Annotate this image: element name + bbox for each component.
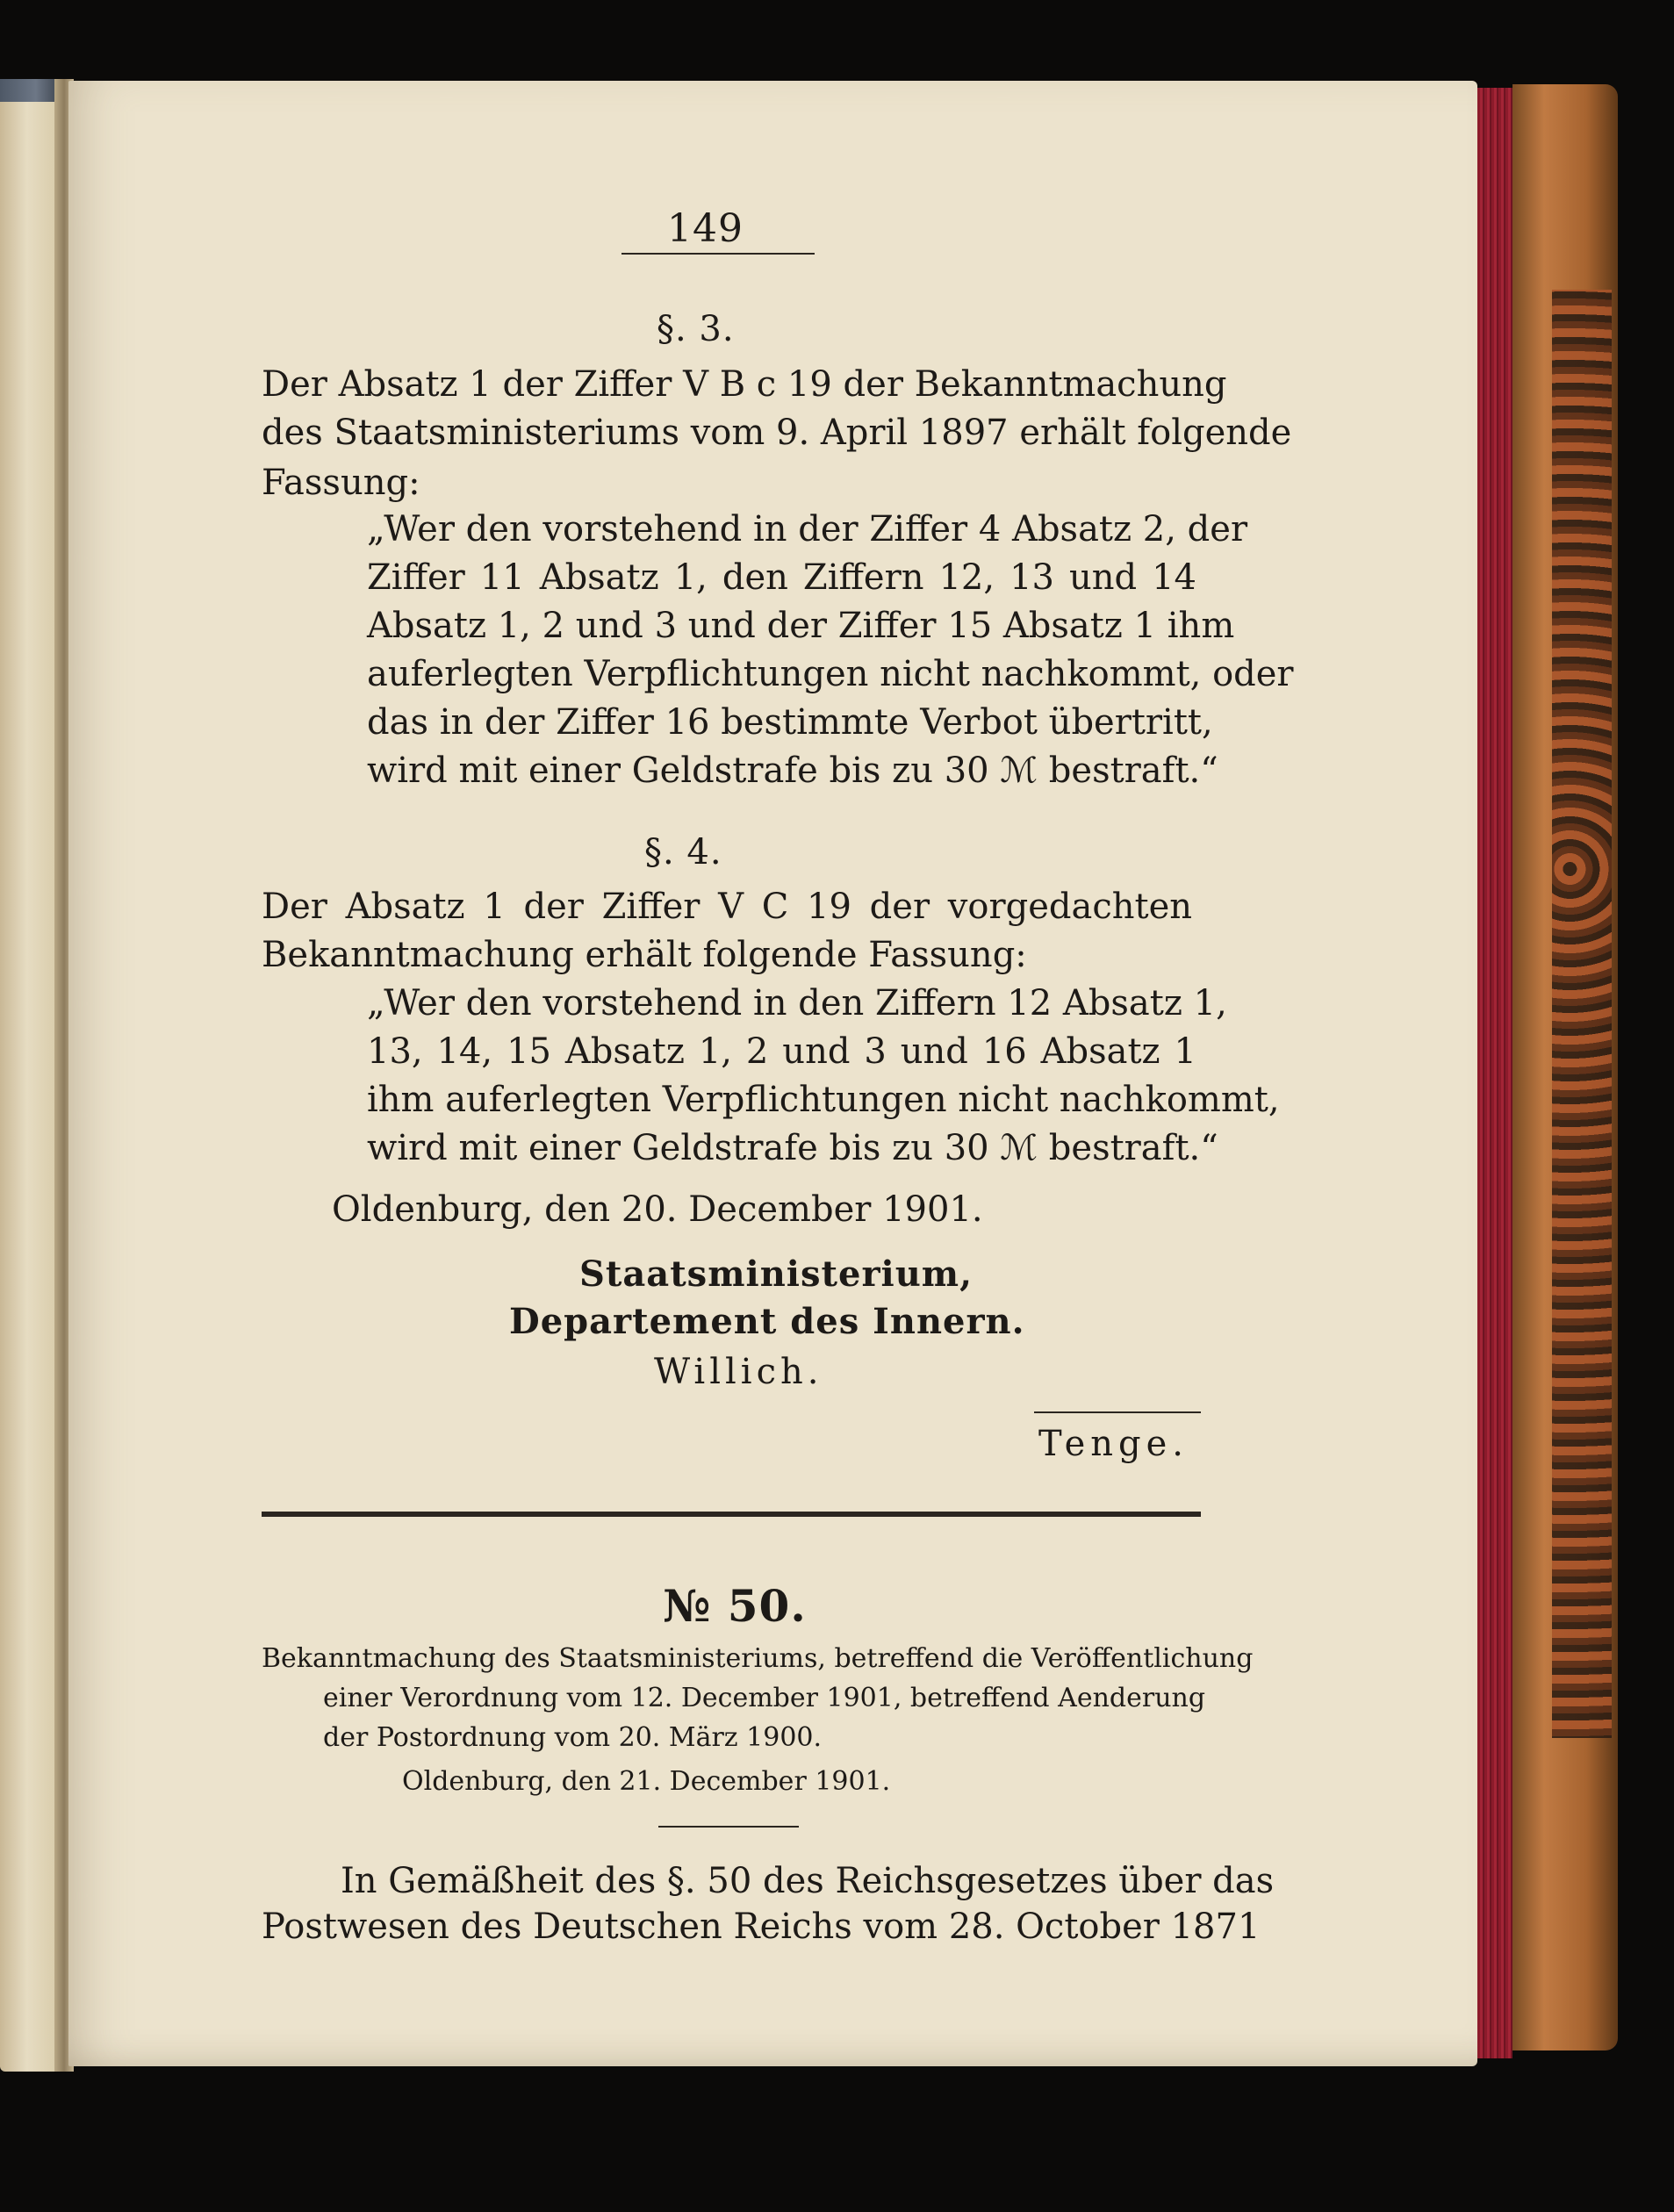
notice-body-line-1: In Gemäßheit des §. 50 des Reichsgesetzes über das bbox=[341, 1861, 1275, 1901]
section4-heading: §. 4. bbox=[644, 832, 722, 873]
notice-heading-line-1: Bekanntmachung des Staatsministeriums, betreffend die Veröffentlichung bbox=[262, 1643, 1254, 1674]
place-date: Oldenburg, den 20. December 1901. bbox=[332, 1189, 983, 1230]
left-binding bbox=[0, 79, 60, 102]
notice-number: № 50. bbox=[663, 1580, 807, 1632]
section3-quote-line-1: „Wer den vorstehend in der Ziffer 4 Absatz 2, der bbox=[367, 509, 1248, 549]
page-number: 149 bbox=[667, 206, 744, 251]
red-page-edges bbox=[1477, 88, 1512, 2058]
section3-quote-line-3: Absatz 1, 2 und 3 und der Ziffer 15 Absatz 1 ihm bbox=[367, 606, 1235, 646]
signature-department: Departement des Innern. bbox=[509, 1301, 1025, 1342]
notice-heading-line-4: Oldenburg, den 21. December 1901. bbox=[402, 1766, 891, 1797]
section3-quote-line-2: Ziffer 11 Absatz 1, den Ziffern 12, 13 und 14 bbox=[367, 557, 1196, 598]
marbled-cover bbox=[1552, 290, 1612, 1738]
notice-heading-line-2: einer Verordnung vom 12. December 1901, betreffend Aenderung bbox=[323, 1683, 1206, 1713]
notice-body-line-2: Postwesen des Deutschen Reichs vom 28. October 1871 bbox=[262, 1907, 1261, 1947]
section3-intro-line-2: des Staatsministeriums vom 9. April 1897 erhält folgende bbox=[262, 413, 1292, 453]
section3-intro-line-1: Der Absatz 1 der Ziffer V B c 19 der Bekanntmachung bbox=[262, 364, 1227, 405]
section3-quote-line-4: auferlegten Verpflichtungen nicht nachkommt, oder bbox=[367, 654, 1294, 694]
section4-intro-line-2: Bekanntmachung erhält folgende Fassung: bbox=[262, 935, 1027, 975]
notice-heading-line-3: der Postordnung vom 20. März 1900. bbox=[323, 1722, 823, 1753]
page-number-rule bbox=[621, 253, 815, 255]
section4-quote-line-3: ihm auferlegten Verpflichtungen nicht nachkommt, bbox=[367, 1080, 1280, 1120]
section-separator bbox=[262, 1512, 1201, 1517]
section4-quote-line-4: wird mit einer Geldstrafe bis zu 30 ℳ bestraft.“ bbox=[367, 1128, 1218, 1168]
section3-quote-line-6: wird mit einer Geldstrafe bis zu 30 ℳ bestraft.“ bbox=[367, 750, 1218, 791]
section3-intro-line-3: Fassung: bbox=[262, 463, 420, 503]
section4-quote-line-2: 13, 14, 15 Absatz 1, 2 und 3 und 16 Absatz 1 bbox=[367, 1031, 1196, 1072]
signature-tenge: Tenge. bbox=[1038, 1424, 1189, 1464]
section3-heading: §. 3. bbox=[657, 309, 735, 349]
section4-quote-line-1: „Wer den vorstehend in den Ziffern 12 Absatz 1, bbox=[367, 983, 1227, 1023]
section3-quote-line-5: das in der Ziffer 16 bestimmte Verbot übertritt, bbox=[367, 702, 1213, 743]
signature-willich: Willich. bbox=[654, 1352, 823, 1392]
signature-ministry: Staatsministerium, bbox=[579, 1253, 974, 1295]
section4-intro-line-1: Der Absatz 1 der Ziffer V C 19 der vorgedachten bbox=[262, 887, 1192, 927]
left-page-edge bbox=[0, 79, 60, 2072]
notice-rule bbox=[658, 1826, 799, 1828]
signature-rule bbox=[1034, 1411, 1201, 1413]
